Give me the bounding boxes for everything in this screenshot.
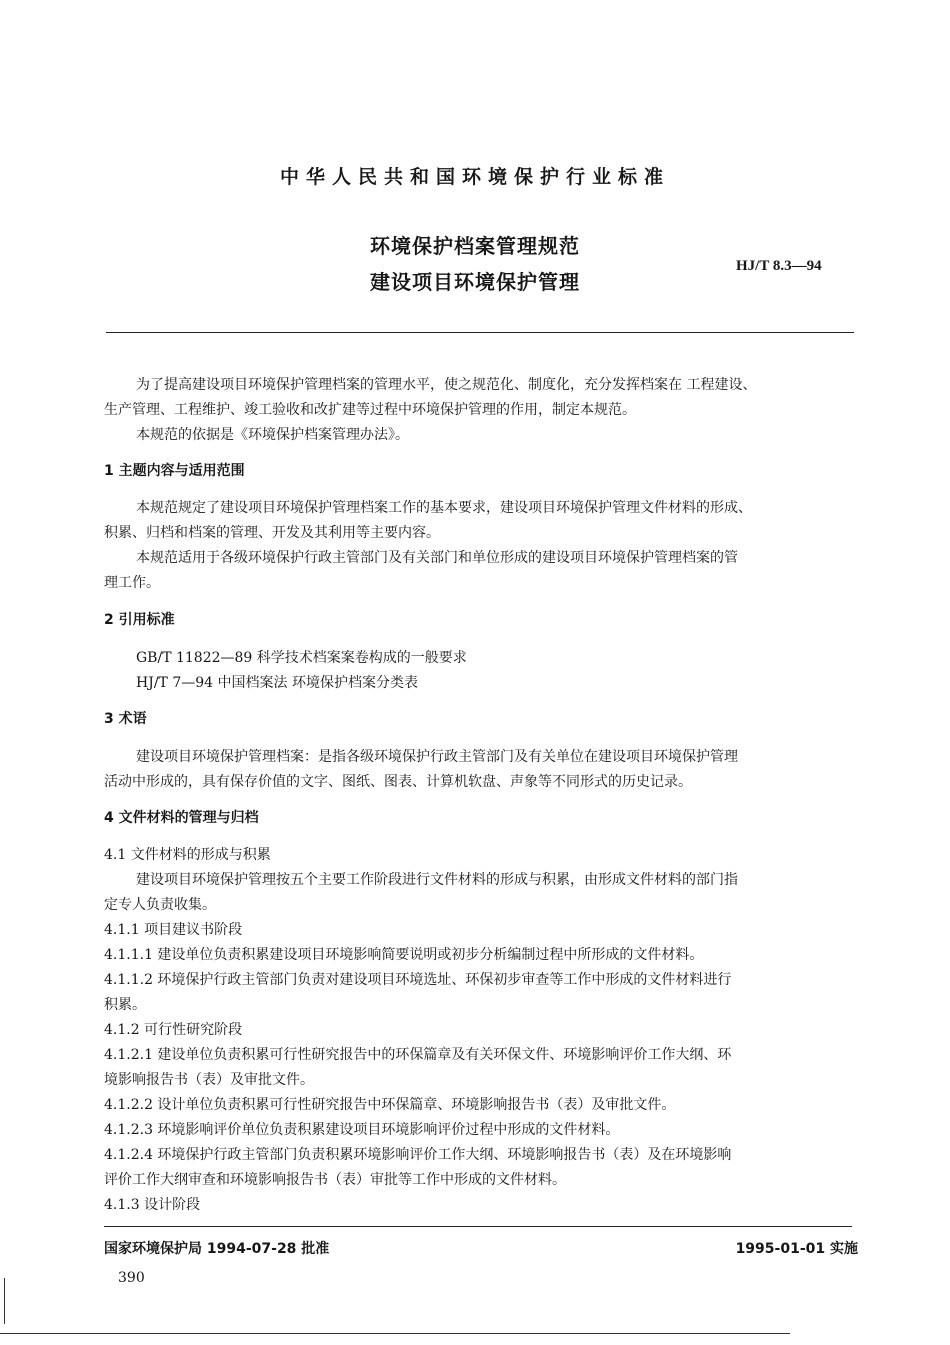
clause-4-1-3-heading: 4.1.3 设计阶段 [104, 1197, 201, 1213]
section-1-paragraph-2-cont: 理工作。 [104, 575, 160, 591]
clause-4-1-2-4: 4.1.2.4 环境保护行政主管部门负责积累环境影响评价工作大纲、环境影响报告书（表）及在环境影响 [104, 1147, 732, 1163]
section-4-heading: 4 文件材料的管理与归档 [104, 810, 259, 826]
page-number: 390 [118, 1270, 145, 1286]
reference-2: HJ/T 7—94 中国档案法 环境保护档案分类表 [136, 675, 418, 691]
clause-4-1-2-2: 4.1.2.2 设计单位负责积累可行性研究报告中环保篇章、环境影响报告书（表）及审批文件。 [104, 1097, 676, 1113]
intro-paragraph-1-cont: 生产管理、工程维护、竣工验收和改扩建等过程中环境保护管理的作用，制定本规范。 [104, 402, 636, 418]
clause-4-1-paragraph-cont: 定专人负责收集。 [104, 897, 216, 913]
clause-4-1-1-2-cont: 积累。 [104, 997, 146, 1013]
clause-4-1-1-1: 4.1.1.1 建设单位负责积累建设项目环境影响简要说明或初步分析编制过程中所形成的文件材料。 [104, 947, 704, 963]
section-3-paragraph-cont: 活动中形成的，具有保存价值的文字、图纸、图表、计算机软盘、声象等不同形式的历史记录。 [104, 774, 692, 790]
document-subtitle: 建设项目环境保护管理 [370, 270, 580, 294]
intro-paragraph-2: 本规范的依据是《环境保护档案管理办法》。 [136, 427, 409, 443]
section-2-heading: 2 引用标准 [104, 612, 175, 628]
clause-4-1-paragraph: 建设项目环境保护管理按五个主要工作阶段进行文件材料的形成与积累，由形成文件材料的部门指 [136, 872, 738, 888]
section-1-paragraph-1-cont: 积累、归档和档案的管理、开发及其利用等主要内容。 [104, 525, 440, 541]
approval-line: 国家环境保护局 1994-07-28 批准 [104, 1241, 330, 1257]
scan-edge-mark [4, 1278, 5, 1324]
org-title: 中华人民共和国环境保护行业标准 [279, 166, 670, 188]
scan-edge-line [0, 1333, 790, 1334]
clause-4-1-1-2: 4.1.1.2 环境保护行政主管部门负责对建设项目环境选址、环保初步审查等工作中形成的文件材料进行 [104, 972, 732, 988]
intro-paragraph-1: 为了提高建设项目环境保护管理档案的管理水平，使之规范化、制度化，充分发挥档案在 工程建设、 [136, 377, 757, 393]
document-title: 环境保护档案管理规范 [370, 234, 580, 258]
clause-4-1-2-1: 4.1.2.1 建设单位负责积累可行性研究报告中的环保篇章及有关环保文件、环境影响评价工作大纲、环 [104, 1047, 732, 1063]
clause-4-1-2-1-cont: 境影响报告书（表）及审批文件。 [104, 1072, 314, 1088]
reference-1: GB/T 11822—89 科学技术档案案卷构成的一般要求 [136, 650, 467, 666]
clause-4-1-2-3: 4.1.2.3 环境影响评价单位负责积累建设项目环境影响评价过程中形成的文件材料。 [104, 1122, 620, 1138]
section-1-paragraph-1: 本规范规定了建设项目环境保护管理档案工作的基本要求，建设项目环境保护管理文件材料的形成、 [136, 500, 752, 516]
section-1-heading: 1 主题内容与适用范围 [104, 463, 245, 479]
clause-4-1-heading: 4.1 文件材料的形成与积累 [104, 847, 271, 863]
section-3-heading: 3 术语 [104, 711, 147, 727]
implementation-line: 1995-01-01 实施 [735, 1241, 858, 1257]
section-1-paragraph-2: 本规范适用于各级环境保护行政主管部门及有关部门和单位形成的建设项目环境保护管理档案的管 [136, 550, 738, 566]
clause-4-1-2-4-cont: 评价工作大纲审查和环境影响报告书（表）审批等工作中形成的文件材料。 [104, 1172, 566, 1188]
standard-code: HJ/T 8.3—94 [736, 258, 822, 274]
footer-divider [104, 1226, 852, 1227]
clause-4-1-2-heading: 4.1.2 可行性研究阶段 [104, 1022, 243, 1038]
clause-4-1-1-heading: 4.1.1 项目建议书阶段 [104, 922, 243, 938]
section-3-paragraph: 建设项目环境保护管理档案：是指各级环境保护行政主管部门及有关单位在建设项目环境保护管理 [136, 749, 738, 765]
header-divider [106, 332, 854, 333]
